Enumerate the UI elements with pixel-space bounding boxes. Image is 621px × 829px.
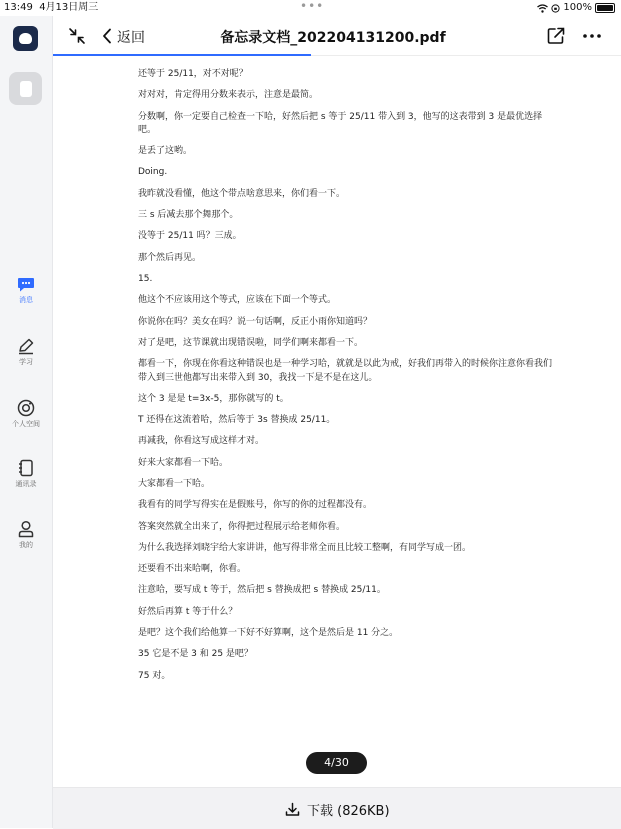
more-options-icon[interactable]: [581, 26, 603, 46]
document-content: [138, 64, 558, 687]
document-line: 大家都看一下哈。: [138, 478, 211, 489]
download-label: 下载 (826KB): [307, 803, 390, 819]
sidebar-item-label: 通讯录: [15, 480, 37, 488]
sidebar: [0, 16, 53, 828]
sidebar-item-mine[interactable]: [0, 520, 52, 564]
document-line: 好然后再算 t 等于什么？: [138, 606, 238, 617]
document-line: 三 s 后减去那个舞那个。: [138, 210, 239, 221]
document-line: 你说你在吗？美女在吗？说一句话啊，反正小雨你知道吗？: [138, 316, 373, 327]
wifi-icon: [537, 4, 548, 13]
status-time: 13:49: [4, 2, 33, 13]
battery-icon: [595, 3, 615, 13]
document-line: 是吧？这个我们给他算一下好不好算啊，这个是然后是 11 分之。: [138, 628, 399, 639]
back-button[interactable]: 返回: [117, 30, 145, 46]
document-line: 75 对。: [138, 670, 171, 681]
share-icon[interactable]: [545, 25, 567, 47]
back-chevron-icon[interactable]: [99, 26, 115, 46]
status-date: 4月13日周三: [39, 2, 99, 13]
collapse-icon[interactable]: [67, 26, 87, 46]
orientation-lock-icon: [551, 4, 560, 13]
download-button[interactable]: [285, 799, 390, 819]
loading-progress-bar: [53, 54, 311, 56]
document-title: 备忘录文档_202204131200.pdf: [220, 30, 446, 46]
sidebar-item-label: 我的: [19, 541, 33, 549]
document-line: 分数啊，你一定要自己检查一下哈，好然后把 s 等于 25/11 带入到 3，他写的这表带到 3 是最优选择吧。: [138, 111, 543, 136]
status-bar: [0, 0, 621, 16]
document-line: 我昨就没看懂，他这个带点啥意思来，你们看一下。: [138, 188, 346, 199]
document-line: 好来大家都看一下哈。: [138, 457, 229, 468]
document-line: 注意哈，要写成 t 等于，然后把 s 替换成把 s 替换成 25/11。: [138, 585, 386, 596]
document-line: 再减我，你看这写成这样才对。: [138, 436, 265, 447]
message-icon: [17, 276, 35, 293]
sidebar-item-label: 学习: [19, 358, 33, 366]
pen-icon: [17, 338, 35, 355]
page-indicator: 4/30: [306, 752, 367, 774]
person-icon: [17, 520, 35, 538]
document-line: 没等于 25/11 吗？三成。: [138, 231, 242, 242]
sidebar-item-label: 个人空间: [12, 420, 40, 428]
contacts-icon: [17, 459, 35, 477]
document-line: 15.: [138, 273, 153, 284]
document-line: 我看有的同学写得实在是假账号，你写的你的过程都没有。: [138, 500, 373, 511]
sidebar-item-study[interactable]: [0, 338, 52, 382]
document-line: T 还得在这流着哈，然后等于 3s 替换成 25/11。: [138, 415, 336, 426]
document-line: 对了是吧，这节课就出现错误啦，同学们啊来都看一下。: [138, 337, 364, 348]
battery-percent: 100%: [563, 2, 592, 13]
sidebar-item-messages[interactable]: [0, 276, 52, 320]
document-line: 是丢了这哟。: [138, 146, 193, 157]
document-line: 这个 3 是是 t=3x-5，那你就写的 t。: [138, 393, 289, 404]
document-line: 答案突然就全出来了，你得把过程展示给老师你看。: [138, 521, 346, 532]
sidebar-item-label: 消息: [19, 296, 33, 304]
document-line: 那个然后再见。: [138, 252, 202, 263]
document-line: 还要看不出来哈啊，你看。: [138, 564, 247, 575]
document-line: 为什么我选择刘晓宇给大家讲讲，他写得非常全而且比较工整啊，有同学写成一团。: [138, 542, 472, 553]
document-line: 都看一下，你现在你看这种错误也是一种学习哈，就就是以此为戒，好我们再带入的时候你注意你看我们带入到三世他都写出来带入到 30，我找一下是不是在这儿。: [138, 359, 553, 383]
document-line: 还等于 25/11，对不对呢？: [138, 69, 248, 79]
download-icon: [285, 802, 300, 817]
multitasking-dots-icon[interactable]: •••: [300, 0, 325, 13]
document-line: Doing.: [138, 167, 168, 178]
sidebar-item-contacts[interactable]: [0, 459, 52, 503]
bottom-bar: [53, 787, 621, 829]
document-line: 对对对，肯定得用分数来表示，注意是最简。: [138, 90, 319, 101]
app-logo[interactable]: [13, 26, 38, 51]
sidebar-item-personal-space[interactable]: [0, 399, 52, 443]
document-line: 35 它是不是 3 和 25 是吧？: [138, 649, 253, 660]
document-header: [53, 16, 621, 56]
status-time-date: [4, 0, 98, 16]
document-line: 他这个不应该用这个等式，应该在下面一个等式。: [138, 295, 337, 306]
status-right: [537, 0, 615, 16]
floating-widget-button[interactable]: [9, 72, 42, 105]
camera-icon: [17, 399, 35, 417]
